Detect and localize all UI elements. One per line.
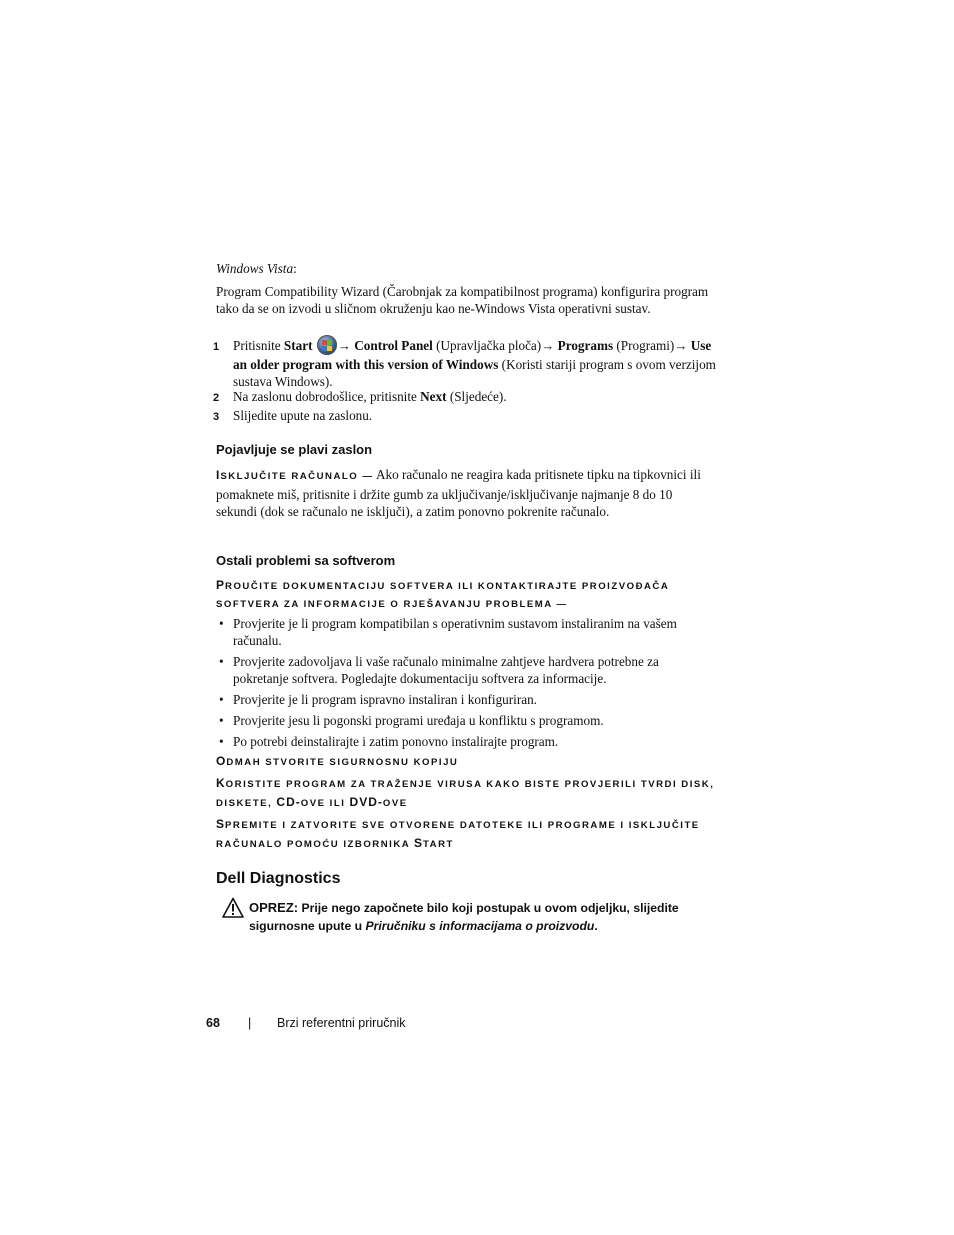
smallcaps-backup: ODMAH STVORITE SIGURNOSNU KOPIJU: [216, 754, 459, 768]
step-1: 1 Pritisnite Start → Control Panel (Upravljačka ploča)→ Programs (Programi)→ Use an older program with this version of Windows (Koristi stariji program s ovom verzijom sustava Windows).: [223, 335, 725, 390]
vista-intro: Program Compatibility Wizard (Čarobnjak za kompatibilnost programa) konfigurira program tako da se on izvodi u sličnom okruženju kao ne-Windows Vista operativni sustav.: [216, 284, 709, 316]
list-item: • Provjerite je li program kompatibilan s operativnim sustavom instaliranim na vašem računalu.: [219, 616, 677, 648]
footer-title: Brzi referentni priručnik: [277, 1016, 406, 1030]
smallcaps-consult-docs: PROUČITE DOKUMENTACIJU SOFTVERA ILI KONTAKTIRAJTE PROIZVOĐAČA SOFTVERA ZA INFORMACIJE O RJEŠAVANJU PROBLEMA —: [216, 578, 669, 610]
heading-blue-screen: Pojavljuje se plavi zaslon: [216, 442, 373, 457]
footer-separator: |: [248, 1016, 252, 1030]
caution-note: OPREZ: Prije nego započnete bilo koji postupak u ovom odjeljku, slijedite sigurnosne upute u Priručniku s informacijama o proizvodu.: [249, 900, 679, 933]
vista-label: Windows Vista:: [216, 261, 297, 276]
page-number: 68: [206, 1016, 220, 1030]
list-item: • Provjerite jesu li pogonski programi uređaja u konfliktu s programom.: [219, 713, 604, 728]
smallcaps-save-close: SPREMITE I ZATVORITE SVE OTVORENE DATOTEKE ILI PROGRAME I ISKLJUČITE RAČUNALO POMOĆU IZBORNIKA START: [216, 817, 700, 850]
list-item: • Provjerite zadovoljava li vaše računalo minimalne zahtjeve hardvera potrebne za pokretanje softvera. Pogledajte dokumentaciju softvera za informacije.: [219, 654, 659, 686]
smallcaps-virus-scan: KORISTITE PROGRAM ZA TRAŽENJE VIRUSA KAKO BISTE PROVJERILI TVRDI DISK, DISKETE, CD-OVE ILI DVD-OVE: [216, 776, 715, 809]
bullet-list: [216, 615, 716, 750]
step-3: 3 Slijedite upute na zaslonu.: [213, 408, 373, 423]
list-item: • Po potrebi deinstalirajte i zatim ponovno instalirajte program.: [219, 734, 559, 749]
caution-triangle-icon: [222, 897, 244, 919]
heading-dell-diagnostics: Dell Diagnostics: [216, 870, 341, 887]
list-item: • Provjerite je li program ispravno instaliran i konfiguriran.: [219, 692, 537, 707]
step-2: 2 Na zaslonu dobrodošlice, pritisnite Next (Sljedeće).: [213, 389, 507, 404]
heading-other-problems: Ostali problemi sa softverom: [216, 553, 396, 568]
blue-screen-paragraph: ISKLJUČITE RAČUNALO — Ako računalo ne reagira kada pritisnete tipku na tipkovnici ili pomaknete miš, pritisnite i držite gumb za uključivanje/isključivanje najmanje 8 do 10 sekundi (dok se računalo ne isključi), a zatim ponovno pokrenite računalo.: [216, 467, 701, 519]
windows-start-icon: [317, 335, 337, 355]
